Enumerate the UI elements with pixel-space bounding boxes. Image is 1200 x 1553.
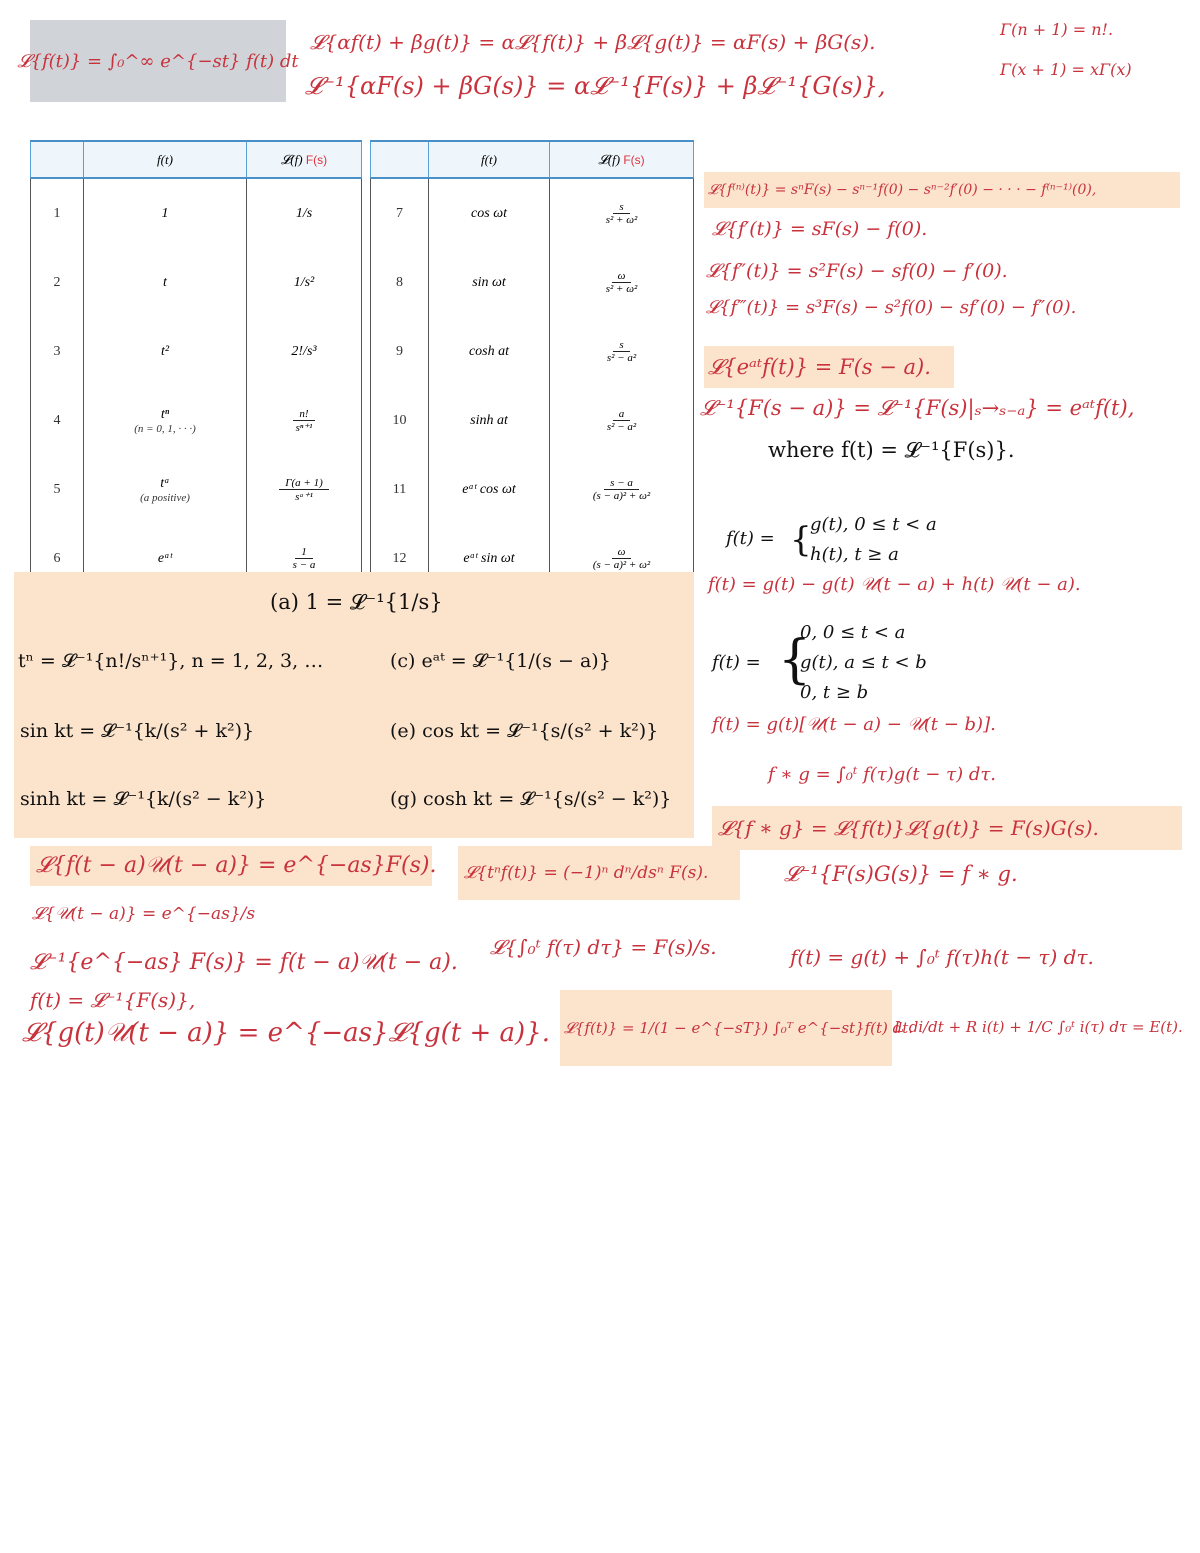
numerator: s — [613, 339, 629, 352]
col-header-Fs: F(s) — [305, 152, 328, 167]
inverse-pair-g: (g) cosh kt = 𝓛⁻¹{s/(s² − k²)} — [390, 788, 672, 810]
row-index: 7 — [371, 178, 429, 248]
row-f: sinh at — [429, 386, 550, 455]
inverse-pair-e: (e) cos kt = 𝓛⁻¹{s/(s² + k²)} — [390, 720, 659, 742]
lrc-circuit-equation: L di/dt + R i(t) + 1/C ∫₀ᵗ i(τ) dτ = E(t). — [894, 1018, 1183, 1036]
inverse-pair-a: (a) 1 = 𝓛⁻¹{1/s} — [270, 590, 443, 614]
row-F: 2!/s³ — [247, 317, 362, 386]
integral-transform: 𝓛{∫₀ᵗ f(τ) dτ} = F(s)/s. — [490, 935, 717, 959]
row-f: eᵃᵗ cos ωt — [429, 455, 550, 524]
table-row — [31, 178, 362, 248]
row-index: 6 — [31, 524, 84, 593]
denominator: s² − a² — [606, 352, 637, 364]
row-index: 2 — [31, 248, 84, 317]
numerator: n! — [293, 408, 314, 421]
transform-derivative-formula: 𝓛{tⁿf(t)} = (−1)ⁿ dⁿ/dsⁿ F(s). — [458, 846, 740, 900]
inverse-linearity-formula: 𝓛⁻¹{αF(s) + βG(s)} = α𝓛⁻¹{F(s)} + β𝓛⁻¹{G(s)}, — [305, 72, 886, 100]
numerator: ω — [612, 270, 632, 283]
piecewise2-line3: 0, t ≥ b — [800, 682, 869, 703]
second-derivative-formula: 𝓛{f″(t)} = s²F(s) − sf(0) − f′(0). — [706, 260, 1008, 282]
inverse-pair-d: sin kt = 𝓛⁻¹{k/(s² + k²)} — [20, 720, 255, 742]
row-F — [550, 386, 694, 455]
col-header-L: 𝓛(f) — [280, 151, 303, 167]
laplace-definition — [17, 20, 299, 102]
row-F — [550, 248, 694, 317]
inverse-pair-c: (c) eᵃᵗ = 𝓛⁻¹{1/(s − a)} — [390, 650, 611, 672]
definition-text: 𝓛{f(t)} = ∫₀^∞ e^{−st} f(t) dt — [17, 50, 299, 72]
unit-step-transform: 𝓛{𝒰(t − a)} = e^{−as}/s — [32, 904, 256, 924]
row-index: 8 — [371, 248, 429, 317]
table-row — [371, 178, 694, 248]
periodic-function-transform: 𝓛{f(t)} = 1/(1 − e^{−sT}) ∫₀ᵀ e^{−st}f(t) dt. — [560, 990, 892, 1066]
convolution-theorem: 𝓛{f ∗ g} = 𝓛{f(t)}𝓛{g(t)} = F(s)G(s). — [712, 806, 1182, 850]
fraction — [279, 477, 329, 503]
col-header-F — [247, 141, 362, 178]
row-note: (a positive) — [140, 491, 190, 504]
table-row — [31, 386, 362, 455]
second-shift-formula: 𝓛{f(t − a)𝒰(t − a)} = e^{−as}F(s). — [30, 846, 432, 886]
first-shift-formula: 𝓛{eᵃᵗf(t)} = F(s − a). — [704, 346, 954, 388]
row-F — [550, 178, 694, 248]
third-derivative-formula: 𝓛{f‴(t)} = s³F(s) − s²f(0) − sf′(0) − f″(0). — [706, 297, 1077, 318]
piecewise1-brace: { — [790, 520, 812, 560]
numerator: Γ(a + 1) — [279, 477, 329, 490]
table-row — [371, 455, 694, 524]
transform-table-right — [370, 140, 694, 593]
fraction — [290, 408, 319, 434]
numerator: s − a — [604, 477, 639, 490]
inverse-convolution: 𝓛⁻¹{F(s)G(s)} = f ∗ g. — [784, 862, 1018, 886]
denominator: sᵃ⁺¹ — [295, 490, 313, 503]
numerator: a — [613, 408, 631, 421]
inverse-shift-formula: 𝓛⁻¹{F(s − a)} = 𝓛⁻¹{F(s)|ₛ→ₛ₋ₐ} = eᵃᵗf(t), — [700, 396, 1135, 420]
denominator: (s − a)² + ω² — [592, 490, 651, 502]
piecewise1-line2: h(t), t ≥ a — [810, 544, 899, 565]
row-F — [550, 455, 694, 524]
inverse-second-shift: 𝓛⁻¹{e^{−as} F(s)} = f(t − a)𝒰(t − a). — [30, 950, 458, 975]
numerator: ω — [612, 546, 632, 559]
row-f: sin ωt — [429, 248, 550, 317]
denominator: (s − a)² + ω² — [592, 559, 651, 571]
row-f — [84, 455, 247, 524]
fraction — [600, 201, 644, 226]
f-inverse-definition: f(t) = 𝓛⁻¹{F(s)}, — [30, 988, 196, 1012]
row-f: 1 — [84, 178, 247, 248]
row-f: cosh at — [429, 317, 550, 386]
col-header-f: f(t) — [429, 141, 550, 178]
fraction — [601, 408, 642, 433]
row-f: eᵃᵗ sin ωt — [429, 524, 550, 593]
shift-where-text: where f(t) = 𝓛⁻¹{F(s)}. — [768, 438, 1015, 462]
nth-derivative-formula: 𝓛{f⁽ⁿ⁾(t)} = sⁿF(s) − sⁿ⁻¹f(0) − sⁿ⁻²f′(0) − · · · − f⁽ⁿ⁻¹⁾(0), — [704, 172, 1180, 208]
piecewise1-line1: g(t), 0 ≤ t < a — [810, 514, 937, 535]
row-F — [247, 455, 362, 524]
gamma-recurrence: Γ(x + 1) = xΓ(x) — [1000, 60, 1132, 79]
numerator: 1 — [295, 546, 313, 559]
row-index: 12 — [371, 524, 429, 593]
volterra-equation: f(t) = g(t) + ∫₀ᵗ f(τ)h(t − τ) dτ. — [790, 945, 1094, 969]
row-note: (n = 0, 1, · · ·) — [134, 422, 196, 435]
fraction — [587, 477, 656, 502]
row-index: 4 — [31, 386, 84, 455]
col-header-L: 𝓛(f) — [598, 151, 621, 167]
fraction — [601, 339, 642, 364]
first-derivative-formula: 𝓛{f′(t)} = sF(s) − f(0). — [712, 218, 928, 240]
row-index: 9 — [371, 317, 429, 386]
row-index: 3 — [31, 317, 84, 386]
convolution-definition: f ∗ g = ∫₀ᵗ f(τ)g(t − τ) dτ. — [768, 764, 997, 785]
denominator: s² + ω² — [605, 283, 638, 295]
piecewise2-line2: g(t), a ≤ t < b — [800, 652, 927, 673]
fraction — [600, 270, 644, 295]
piecewise2-unit-form: f(t) = g(t)[𝒰(t − a) − 𝒰(t − b)]. — [712, 714, 996, 735]
inverse-pair-f: sinh kt = 𝓛⁻¹{k/(s² − k²)} — [20, 788, 267, 810]
row-index: 10 — [371, 386, 429, 455]
row-F — [550, 317, 694, 386]
table-row — [31, 455, 362, 524]
denominator: s − a — [292, 559, 316, 571]
row-f-value: tⁿ — [160, 406, 170, 422]
col-header-Fs: F(s) — [623, 152, 645, 167]
piecewise2-brace: { — [778, 630, 812, 690]
row-f: cos ωt — [429, 178, 550, 248]
row-f — [84, 386, 247, 455]
alt-second-shift: 𝓛{g(t)𝒰(t − a)} = e^{−as}𝓛{g(t + a)}. — [22, 1018, 550, 1048]
numerator: s — [613, 201, 629, 214]
row-F: 1/s — [247, 178, 362, 248]
table-row — [371, 317, 694, 386]
col-header-f: f(t) — [84, 141, 247, 178]
transform-table-left — [30, 140, 362, 593]
row-F: 1/s² — [247, 248, 362, 317]
table-row — [371, 248, 694, 317]
table-row — [31, 248, 362, 317]
gamma-factorial: Γ(n + 1) = n!. — [1000, 20, 1114, 39]
linearity-formula: 𝓛{αf(t) + βg(t)} = α𝓛{f(t)} + β𝓛{g(t)} = αF(s) + βG(s). — [310, 30, 876, 54]
col-header-index — [31, 141, 84, 178]
row-f-value: tᵃ — [160, 475, 170, 491]
denominator: s² − a² — [606, 421, 637, 433]
row-f: eᵃᵗ — [84, 524, 247, 593]
table-row — [371, 386, 694, 455]
table-row — [31, 317, 362, 386]
col-header-index — [371, 141, 429, 178]
piecewise1-lhs: f(t) = — [726, 528, 775, 549]
row-index: 1 — [31, 178, 84, 248]
row-index: 5 — [31, 455, 84, 524]
row-f: t — [84, 248, 247, 317]
row-index: 11 — [371, 455, 429, 524]
piecewise2-lhs: f(t) = — [712, 652, 761, 673]
piecewise2-line1: 0, 0 ≤ t < a — [800, 622, 906, 643]
denominator: s² + ω² — [605, 214, 638, 226]
inverse-pair-b: tⁿ = 𝓛⁻¹{n!/sⁿ⁺¹}, n = 1, 2, 3, … — [18, 650, 324, 672]
row-F — [247, 386, 362, 455]
row-f: t² — [84, 317, 247, 386]
denominator: sⁿ⁺¹ — [295, 421, 313, 434]
fraction — [287, 546, 322, 571]
piecewise1-unit-form: f(t) = g(t) − g(t) 𝒰(t − a) + h(t) 𝒰(t − a). — [708, 574, 1081, 595]
fraction — [587, 546, 656, 571]
col-header-F — [550, 141, 694, 178]
